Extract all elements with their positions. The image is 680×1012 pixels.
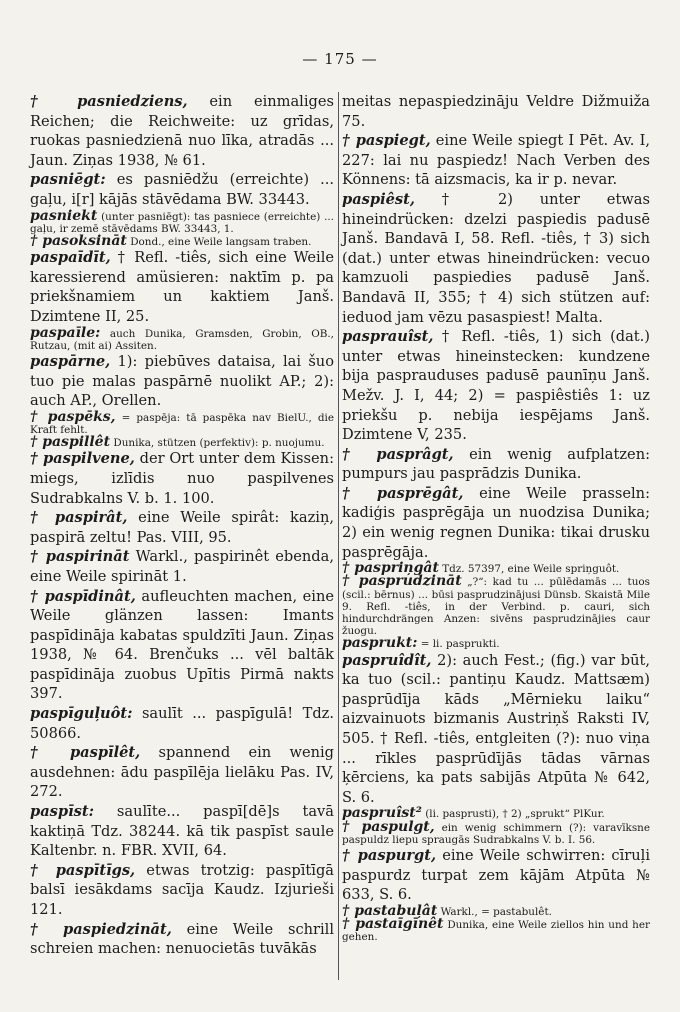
entry-headword: † pastaīgīnêt xyxy=(342,916,444,933)
entry-text: 2): auch Fest.; (fig.) var būt, ka tuo (scil.: pantiņu Kaudz. Mattsæm) pasprūdīja kāds „Mērnieku laiku“ aizvainuots bizmanis Austriņš Raksti IV, 505. † Refl. -tiês, entgleiten (?): nuo viņa ... rīkles pasprūdījās tādas vārnas ķērciens, ka pats sabijās Atpūta № 642, S. 6. xyxy=(342,651,650,806)
entry-text: Warkl., = pastabulêt. xyxy=(437,905,552,918)
entry-text: saulīte... paspī[dē]s tavā kaktiņā Tdz. 38244. kā tik paspīst saule Kaltenbr. n. FBR. XVII, 64. xyxy=(30,803,334,860)
dictionary-entry xyxy=(30,508,334,547)
entry-text: der Ort unter dem Kissen: miegs, izlīdis nuo paspilvenes Sudrabkalns V. b. 1. 100. xyxy=(30,450,334,507)
entry-text: † Refl. -tiês, sich eine Weile karessierend amüsieren: naktīm p. pa priekšnamiem un kaktiem Janš. Dzimtene II, 25. xyxy=(30,249,334,325)
dictionary-entry xyxy=(30,802,334,861)
entry-text: 1): piebūves dataisa, lai šuo tuo pie malas paspārnē nuolikt AP.; 2): auch AP., Orellen. xyxy=(30,352,334,410)
entry-text: eine Weile spirât: kaziņ, paspirā zeltu! Pas. VIII, 95. xyxy=(30,509,334,546)
entry-headword: † paspiedzināt, xyxy=(30,920,172,938)
entry-text: = paspēja: tā paspēka nav BielU., die Kraft fehlt. xyxy=(30,411,334,436)
entry-headword: † paspīdinât, xyxy=(30,587,136,605)
entry-headword: paspruîdît, xyxy=(342,651,432,669)
dictionary-entry xyxy=(30,704,334,743)
entry-headword: † paspurgt, xyxy=(342,847,437,865)
dictionary-entry xyxy=(30,248,334,326)
entry-headword: † pasoksināt xyxy=(30,232,127,249)
entry-headword: † pasprudzināt xyxy=(342,573,462,590)
entry-text: ein wenig schimmern (?): varavīksne paspuldz liepu spraugās Sudrabkalns V. b. I. 56. xyxy=(342,821,650,846)
entry-text: eine Weile spiegt I Pēt. Av. I, 227: lai nu paspiedz! Nach Verben des Könnens: tā aizsmacis, ka ir p. nevar. xyxy=(342,132,650,189)
entry-headword: pasniēgt: xyxy=(30,171,106,189)
entry-headword: † pasprēgât, xyxy=(342,484,464,502)
entry-headword: † paspītīgs, xyxy=(30,861,136,879)
right-column xyxy=(342,92,650,943)
dictionary-entry xyxy=(30,547,334,586)
entry-headword: paspīguļuôt: xyxy=(30,705,133,723)
dictionary-entry xyxy=(342,327,650,445)
entry-headword: paspārne, xyxy=(30,352,111,370)
entry-text: † Refl. -tiês, 1) sich (dat.) unter etwas hineinstecken: kundzene bija pasprauduses padusē paunīņu Janš. Mežv. J. I, 44; 2) = paspiêstiês 1: uz priekšu p. nebija iespējams Janš. Dzimtene V, 235. xyxy=(342,328,650,444)
entry-headword: † paspirināt xyxy=(30,548,130,566)
entry-text: Dunika, stützen (perfektiv): p. nuojumu. xyxy=(110,437,325,450)
entry-headword: † pastabuļât xyxy=(342,902,438,919)
entry-headword: † paspiegt, xyxy=(342,132,431,150)
entry-headword: † paspilvene, xyxy=(30,450,135,468)
dictionary-entry xyxy=(342,918,650,943)
entry-headword: † paspēks, xyxy=(30,408,116,425)
entry-headword: † pasniedziens, xyxy=(30,93,188,110)
dictionary-entry xyxy=(30,449,334,508)
entry-text: Dond., eine Weile langsam traben. xyxy=(126,235,312,248)
dictionary-entry xyxy=(342,818,650,846)
entry-text: (li. pasprusti), † 2) „sprukt“ PlKur. xyxy=(421,808,605,821)
column-divider xyxy=(338,92,339,980)
entry-text: Tdz. 57397, eine Weile spriņguôt. xyxy=(438,563,620,576)
entry-headword: paspiêst, xyxy=(342,190,415,208)
dictionary-entry xyxy=(30,232,334,249)
dictionary-entry xyxy=(342,484,650,562)
dictionary-entry xyxy=(30,207,334,235)
entry-text: auch Dunika, Gramsden, Grobin, OB., Rutzau, (mit ai) Assiten. xyxy=(30,327,334,352)
dictionary-entry xyxy=(30,587,334,705)
entry-text: „?“: kad tu ... pūlēdamās ... tuos (scil.: bērnus) ... būsi pasprudzinājusi Dünsb. Skaistā Mile 9. Refl. -tiês, in der Verbind. p. cauri, sich hindurchdrängen Anzen: sivēns pasprudzinājies caur žuogu. xyxy=(342,576,650,638)
entry-text: Warkl., paspirinêt ebenda, eine Weile spirināt 1. xyxy=(30,548,334,585)
entry-text: es pasniēdžu (erreichte) ... gaļu, i[r] kājās stāvēdama BW. 33443. xyxy=(30,171,334,208)
dictionary-entry xyxy=(30,92,334,170)
entry-headword: † paspillêt xyxy=(30,434,111,451)
dictionary-entry xyxy=(342,131,650,190)
entry-headword: pasprukt: xyxy=(342,635,418,652)
dictionary-entry xyxy=(342,445,650,484)
entry-text: (unter pasniēgt): tas pasniece (erreichte) ... gaļu, ir zemē stāvēdams BW. 33443, 1. xyxy=(30,210,334,235)
entry-text: saulīt ... paspīgulā! Tdz. 50866. xyxy=(30,705,334,742)
entry-text: meitas nepaspiedzināju Veldre Dižmuiža 75. xyxy=(342,93,650,130)
entry-text: eine Weile schrill schreien machen: nenuocietās tuvākās xyxy=(30,920,334,958)
dictionary-entry xyxy=(30,352,334,411)
dictionary-entry xyxy=(342,92,650,131)
dictionary-entry xyxy=(30,436,334,449)
entry-headword: paspaīdīt, xyxy=(30,249,111,267)
dictionary-entry xyxy=(342,190,650,327)
entry-headword: † paspirât, xyxy=(30,509,128,527)
entry-headword: pasniekt xyxy=(30,207,98,224)
dictionary-entry xyxy=(342,637,650,650)
entry-headword: paspaīle: xyxy=(30,324,101,341)
entry-text: eine Weile prasseln: kadiģis pasprēgāja un nuodzisa Dunika; 2) ein wenig regnen Dunika: tikai drusku pasprēgāja. xyxy=(342,484,651,561)
dictionary-entry xyxy=(342,575,650,637)
dictionary-entry xyxy=(30,861,334,920)
entry-text: Dunika, eine Weile ziellos hin und her gehen. xyxy=(342,919,650,944)
dictionary-entry xyxy=(30,743,334,802)
entry-text: † 2) unter etwas hineindrücken: dzelzi paspiedis padusē Janš. Bandavā I, 58. Refl. -tiês, † 3) sich (dat.) unter etwas hineindrücken: vecuo kamzuoli paspiedies padusē Janš. Bandavā II, 355; † 4) sich stützen auf: ieduod jam vēzu pasaspiest! Malta. xyxy=(342,190,650,326)
dictionary-entry xyxy=(30,170,334,209)
entry-headword: † paspīlêt, xyxy=(30,744,141,762)
entry-text: aufleuchten machen, eine Weile glänzen lassen: Imants paspīdināja kabatas spuldzīti Jaun. Ziņas 1938, № 64. Brenčuks ... vēl baltāk paspīdināja zuobus Upītis Pirmā nakts 397. xyxy=(30,587,334,703)
left-column xyxy=(30,92,334,959)
entry-text: ein wenig aufplatzen: pumpurs jau pasprādzis Dunika. xyxy=(342,445,651,483)
entry-headword: paspīst: xyxy=(30,803,94,821)
entry-headword: † paspriņgât xyxy=(342,560,439,577)
dictionary-entry xyxy=(342,651,650,808)
entry-headword: paspruîst² xyxy=(342,805,422,822)
entry-text: eine Weile schwirren: cīruļi paspurdz turpat zem kājām Atpūta № 633, S. 6. xyxy=(342,847,650,904)
entry-text: ein einmaliges Reichen; die Reichweite: uz grīdas, ruokas pasniedzienā nuo līka, atradās ... Jaun. Ziņas 1938, № 61. xyxy=(30,93,334,169)
dictionary-entry xyxy=(30,920,334,959)
entry-headword: † paspulgt, xyxy=(342,818,435,835)
entry-headword: pasprauîst, xyxy=(342,328,434,346)
dictionary-entry xyxy=(30,408,334,436)
dictionary-entry xyxy=(342,846,650,905)
page-number: — 175 — xyxy=(302,50,378,68)
entry-text: = li. pasprukti. xyxy=(417,638,500,651)
entry-text: spannend ein wenig ausdehnen: ādu paspīlēja lielāku Pas. IV, 272. xyxy=(30,744,334,801)
entry-headword: † pasprâgt, xyxy=(342,445,454,463)
dictionary-entry xyxy=(30,324,334,352)
entry-text: etwas trotzig: paspītīgā balsī iesākdams sacīja Kaudz. Izjurieši 121. xyxy=(30,861,335,918)
